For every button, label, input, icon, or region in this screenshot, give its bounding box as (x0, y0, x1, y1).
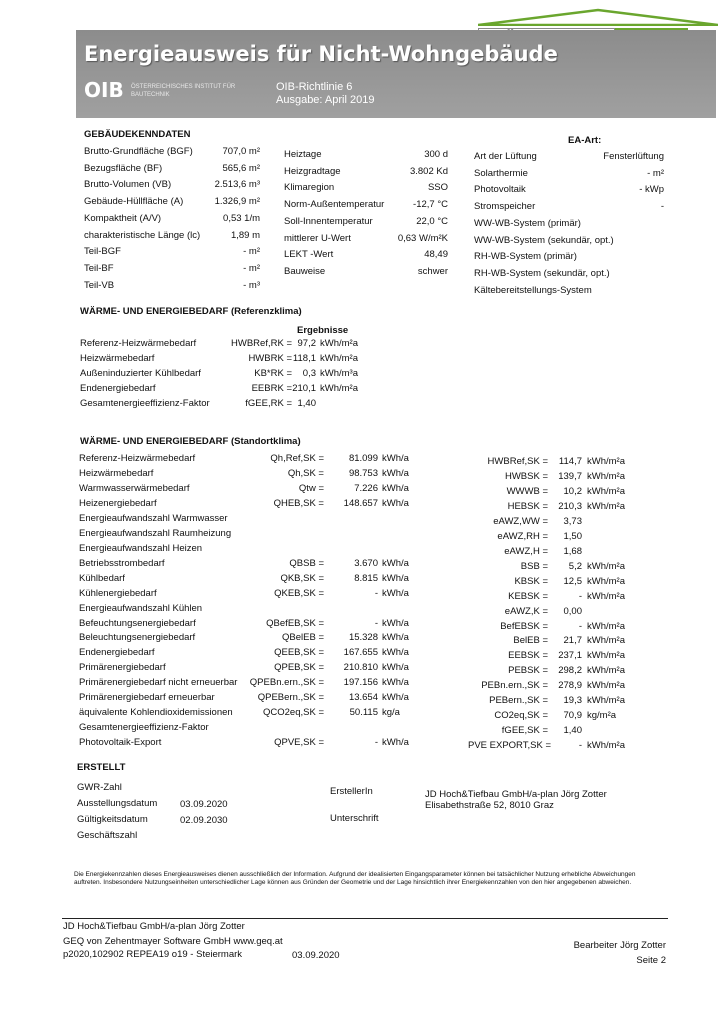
std-unit: kWh/a (382, 662, 409, 674)
ausgabe: Ausgabe: April 2019 (276, 94, 375, 106)
std-unit: kWh/a (382, 482, 409, 494)
std-spec-symbol: BSB = (520, 560, 548, 572)
std-spec-value: 12,5 (563, 575, 582, 587)
gebaeude-value: 565,6 m² (222, 162, 260, 174)
oib-subtitle: ÖSTERREICHISCHES INSTITUT FÜR BAUTECHNIK (131, 84, 236, 98)
std-label: Kühlenergiebedarf (79, 587, 157, 599)
gebaeude-label: Brutto-Grundfläche (BGF) (84, 146, 193, 157)
std-spec-value: - (578, 740, 582, 751)
ea-art-label: Art der Lüftung (474, 151, 537, 162)
gebaeude-label: Bauweise (284, 265, 326, 277)
std-spec-unit: kWh/m²a (587, 456, 625, 467)
ref-value: 0,3 (302, 368, 316, 379)
ea-art-value: - (660, 201, 664, 213)
std-spec-unit: kWh/m²a (587, 680, 625, 692)
std-value: 210.810 (343, 662, 378, 674)
ref-unit: kWh/m²a (320, 338, 358, 349)
std-label: Energieaufwandszahl Warmwasser (79, 512, 228, 524)
std-spec-symbol: EEBSK = (508, 650, 548, 662)
std-symbol: Qtw = (298, 482, 324, 494)
gebaeude-value: 1.326,9 m² (214, 196, 260, 208)
std-symbol: QPEBn.ern.,SK = (249, 677, 324, 689)
gebaeude-value: 1,89 m (230, 229, 260, 241)
std-value: 8.815 (354, 572, 378, 584)
section-referenzklima: WÄRME- UND ENERGIEBEDARF (Referenzklima) (80, 306, 302, 317)
ersteller-name: JD Hoch&Tiefbau GmbH/a-plan Jörg Zotter (425, 789, 607, 800)
std-unit: kWh/a (382, 557, 409, 569)
std-label: Heizwärmebedarf (79, 467, 154, 479)
std-label: Gesamtenergieeffizienz-Faktor (79, 722, 209, 734)
ergebnisse-label: Ergebnisse (297, 325, 349, 336)
std-spec-value: 1,68 (563, 545, 582, 557)
std-label: Photovoltaik-Export (79, 737, 162, 748)
std-spec-unit: kWh/m²a (587, 740, 625, 751)
ausstellungsdatum-label: Ausstellungsdatum (77, 798, 158, 809)
ref-unit: kWh/m²a (320, 383, 358, 394)
gebaeude-label: Teil-VB (84, 279, 115, 291)
std-spec-unit: kWh/m²a (587, 635, 625, 647)
gebaeude-label: Brutto-Volumen (VB) (84, 179, 172, 191)
footer-line2: GEQ von Zehentmayer Software GmbH www.geq.at (63, 936, 283, 947)
std-value: 3.670 (354, 557, 378, 569)
std-symbol: QKB,SK = (280, 572, 324, 584)
std-unit: kWh/a (382, 647, 409, 659)
gebaeude-value: - m² (243, 262, 260, 274)
ea-art-label: WW-WB-System (primär) (474, 217, 581, 229)
std-symbol: QHEB,SK = (273, 497, 324, 509)
std-spec-value: - (578, 620, 582, 632)
ref-unit: kWh/m²a (320, 353, 358, 364)
std-unit: kWh/a (382, 587, 409, 599)
std-label: Referenz-Heizwärmebedarf (79, 453, 196, 464)
ea-art-label: Stromspeicher (474, 201, 536, 213)
ersteller-label: ErstellerIn (330, 786, 373, 797)
std-value: 15.328 (348, 632, 378, 644)
gebaeude-label: Teil-BF (84, 262, 114, 274)
ref-symbol: EEBRK = (251, 383, 292, 394)
std-spec-symbol: eAWZ,RH = (497, 530, 548, 542)
gebaeude-label: Kompaktheit (A/V) (84, 212, 162, 224)
std-spec-value: 298,2 (558, 665, 582, 677)
page-title: Energieausweis für Nicht-Wohngebäude (84, 42, 558, 66)
ref-value: 1,40 (297, 398, 316, 409)
std-symbol: QBSB = (289, 557, 324, 569)
std-label: Primärenergiebedarf (79, 662, 166, 674)
std-label: Energieaufwandszahl Heizen (79, 542, 203, 554)
std-unit: kWh/a (382, 497, 409, 509)
std-spec-value: 70,9 (563, 710, 582, 722)
std-label: Heizenergiebedarf (79, 497, 157, 509)
std-spec-value: 210,3 (558, 500, 582, 512)
gebaeude-value: 0,63 W/m²K (397, 232, 448, 244)
gebaeude-label: Teil-BGF (84, 246, 121, 258)
std-label: Kühlbedarf (79, 572, 125, 584)
gebaeude-value: - m³ (243, 279, 260, 291)
std-spec-unit: kWh/m²a (587, 575, 625, 587)
std-spec-value: 5,2 (568, 560, 582, 572)
gebaeude-label: Heiztage (284, 149, 322, 160)
std-spec-value: - (578, 590, 582, 602)
ref-symbol: HWBRef,RK = (231, 338, 292, 349)
footer-date: 03.09.2020 (292, 950, 340, 961)
std-spec-value: 10,2 (563, 485, 582, 497)
std-value: 98.753 (348, 467, 378, 479)
std-spec-unit: kWh/m²a (587, 485, 625, 497)
std-value: - (374, 587, 378, 599)
gebaeude-label: Norm-Außentemperatur (284, 199, 385, 211)
ea-art-label: Kältebereitstellungs-System (474, 284, 592, 296)
ersteller-address: Elisabethstraße 52, 8010 Graz (425, 800, 554, 811)
std-value: - (374, 737, 378, 748)
gebaeude-value: 707,0 m² (222, 146, 260, 157)
footer-line3: p2020,102902 REPEA19 o19 - Steiermark (63, 949, 243, 960)
std-spec-value: 139,7 (558, 470, 582, 482)
gebaeude-label: mittlerer U-Wert (284, 232, 351, 244)
std-spec-value: 114,7 (558, 456, 582, 467)
std-spec-value: 0,00 (563, 605, 582, 617)
gueltigkeitsdatum-label: Gültigkeitsdatum (77, 814, 148, 825)
std-label: Primärenergiebedarf nicht erneuerbar (79, 677, 238, 689)
footer-line1: JD Hoch&Tiefbau GmbH/a-plan Jörg Zotter (63, 921, 245, 932)
std-spec-value: 1,40 (563, 725, 582, 737)
std-spec-symbol: KBSK = (514, 575, 548, 587)
std-label: Energieaufwandszahl Kühlen (79, 602, 203, 614)
ea-art-label: RH-WB-System (sekundär, opt.) (474, 267, 610, 279)
std-spec-symbol: HWBSK = (504, 470, 548, 482)
std-spec-unit: kWh/m²a (587, 650, 625, 662)
std-spec-symbol: CO2eq,SK = (494, 710, 548, 722)
std-spec-symbol: PEBn.ern.,SK = (481, 680, 548, 692)
logo-roof-icon (478, 8, 718, 26)
ref-symbol: HWBRK = (248, 353, 292, 364)
std-unit: kWh/a (382, 632, 409, 644)
std-value: 81.099 (348, 453, 378, 464)
gebaeude-value: - m² (243, 246, 260, 258)
gueltigkeitsdatum-value: 02.09.2030 (180, 815, 228, 826)
ea-art-label: RH-WB-System (primär) (474, 251, 577, 263)
std-symbol: QPEB,SK = (274, 662, 324, 674)
gebaeude-value: 2.513,6 m³ (214, 179, 260, 191)
std-spec-symbol: KEBSK = (508, 590, 548, 602)
std-label: Befeuchtungsenergiebedarf (79, 617, 196, 629)
ref-symbol: KB*RK = (254, 368, 292, 379)
std-unit: kWh/a (382, 572, 409, 584)
ea-art-label: Solarthermie (474, 167, 528, 179)
unterschrift-label: Unterschrift (330, 813, 379, 824)
ref-symbol: fGEE,RK = (245, 398, 292, 409)
std-spec-value: 237,1 (558, 650, 582, 662)
oib-logo: OIB (84, 78, 124, 102)
std-unit: kg/a (382, 707, 400, 719)
ea-art-value: - m² (647, 167, 664, 179)
gebaeude-value: 3.802 Kd (409, 165, 448, 177)
std-symbol: QPVE,SK = (274, 737, 324, 748)
section-gebaeudekenndaten: GEBÄUDEKENNDATEN (84, 129, 191, 140)
gebaeude-value: 0,53 1/m (223, 212, 260, 224)
std-symbol: QBelEB = (282, 632, 324, 644)
std-symbol: QPEBern.,SK = (257, 692, 324, 704)
std-symbol: QEEB,SK = (274, 647, 324, 659)
std-spec-symbol: PVE EXPORT,SK = (468, 740, 551, 751)
std-spec-symbol: eAWZ,H = (504, 545, 548, 557)
gebaeude-value: 48,49 (424, 249, 448, 261)
gebaeude-label: Heizgradtage (284, 165, 341, 177)
section-standortklima: WÄRME- UND ENERGIEBEDARF (Standortklima) (80, 436, 301, 447)
std-spec-unit: kg/m²a (587, 710, 617, 722)
std-spec-value: 3,73 (563, 515, 582, 527)
ea-art-label: Photovoltaik (474, 184, 526, 196)
gwr-label: GWR-Zahl (77, 782, 122, 793)
std-label: Betriebsstrombedarf (79, 557, 165, 569)
std-value: 7.226 (354, 482, 378, 494)
ref-value: 97,2 (297, 338, 316, 349)
gebaeude-value: schwer (417, 265, 448, 277)
std-spec-unit: kWh/m²a (587, 500, 625, 512)
geschaeftszahl-label: Geschäftszahl (77, 830, 138, 841)
ea-art-label: WW-WB-System (sekundär, opt.) (474, 234, 614, 246)
std-symbol: QCO2eq,SK = (263, 707, 324, 719)
std-spec-unit: kWh/m²a (587, 695, 625, 707)
std-spec-unit: kWh/m²a (587, 590, 625, 602)
std-spec-value: 278,9 (558, 680, 582, 692)
gebaeude-value: 300 d (424, 149, 448, 160)
std-value: 50.115 (349, 707, 378, 719)
ref-unit: kWh/m³a (320, 368, 358, 379)
std-spec-symbol: PEBSK = (508, 665, 548, 677)
ausstellungsdatum-value: 03.09.2020 (180, 799, 228, 810)
richtlinie: OIB-Richtlinie 6 (276, 81, 353, 93)
std-symbol: QKEB,SK = (274, 587, 324, 599)
header-band (76, 30, 716, 118)
ref-label: Heizwärmebedarf (80, 353, 155, 364)
std-spec-symbol: BefEBSK = (500, 620, 548, 632)
std-spec-symbol: eAWZ,K = (504, 605, 548, 617)
gebaeude-label: Klimaregion (284, 182, 335, 194)
gebaeude-label: Soll-Innentemperatur (284, 215, 373, 227)
gebaeude-value: -12,7 °C (413, 199, 448, 211)
gebaeude-value: 22,0 °C (416, 215, 448, 227)
std-value: 148.657 (343, 497, 378, 509)
std-spec-unit: kWh/m²a (587, 620, 625, 632)
std-value: - (374, 617, 378, 629)
footer-seite: Seite 2 (636, 955, 666, 966)
gebaeude-label: Gebäude-Hüllfläche (A) (84, 196, 184, 208)
std-unit: kWh/a (382, 737, 409, 748)
std-spec-symbol: BelEB = (513, 635, 548, 647)
ea-art-value: - kWp (639, 184, 664, 196)
std-spec-symbol: PEBern.,SK = (489, 695, 548, 707)
ea-art-label: EA-Art: (568, 135, 602, 146)
footer-divider (62, 918, 668, 919)
std-spec-unit: kWh/m²a (587, 470, 625, 482)
ref-label: Gesamtenergieeffizienz-Faktor (80, 398, 210, 409)
ref-label: Endenergiebedarf (80, 383, 156, 394)
std-symbol: QBefEB,SK = (266, 617, 324, 629)
gebaeude-value: SSO (427, 182, 448, 194)
gebaeude-label: charakteristische Länge (lc) (84, 229, 201, 241)
std-value: 197.156 (343, 677, 378, 689)
ref-value: 210,1 (292, 383, 316, 394)
std-label: Energieaufwandszahl Raumheizung (79, 527, 232, 539)
gebaeude-label: Bezugsfläche (BF) (84, 162, 163, 174)
std-spec-symbol: fGEE,SK = (501, 725, 548, 737)
std-spec-symbol: HWBRef,SK = (487, 456, 548, 467)
std-spec-value: 21,7 (563, 635, 582, 647)
std-unit: kWh/a (382, 453, 409, 464)
std-symbol: Qh,Ref,SK = (270, 453, 324, 464)
ref-value: 118,1 (292, 353, 316, 364)
std-spec-unit: kWh/m²a (587, 560, 625, 572)
section-erstellt: ERSTELLT (77, 762, 126, 773)
std-spec-unit: kWh/m²a (587, 665, 625, 677)
gebaeude-label: LEKT -Wert (284, 249, 334, 261)
disclaimer-text: Die Energiekennzahlen dieses Energieausweises dienen ausschließlich der Information. Aufgrund der idealisierten Eingangsparameter können bei tatsächlicher Nutzung erhebliche Abweichungen auftreten. Insbesondere Nutzungseinheiten unterschiedlicher Lage können aus Gründen der Geometrie und der Lage hinsichtlich ihrer Energiekennzahlen von den hier angegebenen abweichen. (74, 871, 636, 886)
std-unit: kWh/a (382, 692, 409, 704)
std-unit: kWh/a (382, 617, 409, 629)
std-spec-symbol: HEBSK = (507, 500, 548, 512)
ref-label: Außeninduzierter Kühlbedarf (80, 368, 201, 379)
std-spec-value: 1,50 (563, 530, 582, 542)
ea-art-value: Fensterlüftung (603, 151, 664, 162)
std-label: Endenergiebedarf (79, 647, 155, 659)
std-spec-symbol: WWWB = (506, 485, 548, 497)
std-label: Primärenergiebedarf erneuerbar (79, 692, 215, 704)
std-spec-value: 19,3 (563, 695, 582, 707)
footer-bearbeiter: Bearbeiter Jörg Zotter (573, 940, 666, 951)
std-label: Beleuchtungsenergiebedarf (79, 632, 196, 644)
std-label: Warmwasserwärmebedarf (79, 482, 190, 494)
std-spec-symbol: eAWZ,WW = (493, 515, 548, 527)
std-value: 167.655 (343, 647, 378, 659)
std-unit: kWh/a (382, 677, 409, 689)
std-value: 13.654 (348, 692, 378, 704)
std-symbol: Qh,SK = (287, 467, 324, 479)
ref-label: Referenz-Heizwärmebedarf (80, 338, 197, 349)
std-label: äquivalente Kohlendioxidemissionen (79, 707, 233, 719)
std-unit: kWh/a (382, 467, 409, 479)
